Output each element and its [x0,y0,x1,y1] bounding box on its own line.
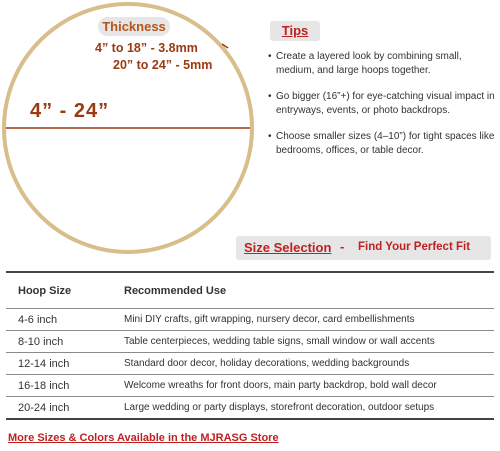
size-selection-subtitle: Find Your Perfect Fit [358,241,471,253]
hoop-size-cell: 12-14 inch [18,357,70,370]
store-link[interactable]: More Sizes & Colors Available in the MJRASG Store [8,432,279,444]
size-range-label: 4” - 24” [30,100,110,122]
recommended-use-cell: Mini DIY crafts, gift wrapping, nursery decor, card embellishments [124,314,415,325]
recommended-use-cell: Large wedding or party displays, storefront decoration, outdoor setups [124,402,435,413]
table-row [6,331,494,353]
tip-item: • Create a layered look by combining small, medium, and large hoops together. [268,50,498,78]
hoop-size-cell: 4-6 inch [18,313,58,326]
size-selection-dash: - [340,239,345,254]
tip-item: • Go bigger (16”+) for eye-catching visual impact in entryways, events, or photo backdrops. [268,90,498,118]
recommended-use-cell: Welcome wreaths for front doors, main party backdrop, bold wall decor [124,380,437,391]
tip-item: • Choose smaller sizes (4–10”) for tight spaces like bedrooms, offices, or table decor. [268,130,498,158]
table-row [6,309,494,331]
thickness-title: Thickness [98,17,170,36]
hoop-size-cell: 8-10 inch [18,335,64,348]
thickness-line-1: 4” to 18” - 3.8mm [95,41,198,55]
hoop-illustration [0,0,262,260]
header-recommended-use: Recommended Use [124,284,227,297]
tips-title: Tips [270,21,320,41]
table-header-row [6,271,494,309]
tips-list [268,50,498,170]
size-selection-title: Size Selection [244,240,332,255]
thickness-line-2: 20” to 24” - 5mm [113,58,213,72]
size-table [6,271,494,420]
table-row [6,353,494,375]
table-row [6,375,494,397]
header-hoop-size: Hoop Size [18,284,72,297]
size-selection-header [236,236,491,260]
table-row [6,397,494,420]
recommended-use-cell: Table centerpieces, wedding table signs, small window or wall accents [124,336,435,347]
recommended-use-cell: Standard door decor, holiday decorations, wedding backgrounds [124,358,410,369]
hoop-size-cell: 16-18 inch [18,379,70,392]
hoop-size-cell: 20-24 inch [18,401,70,414]
